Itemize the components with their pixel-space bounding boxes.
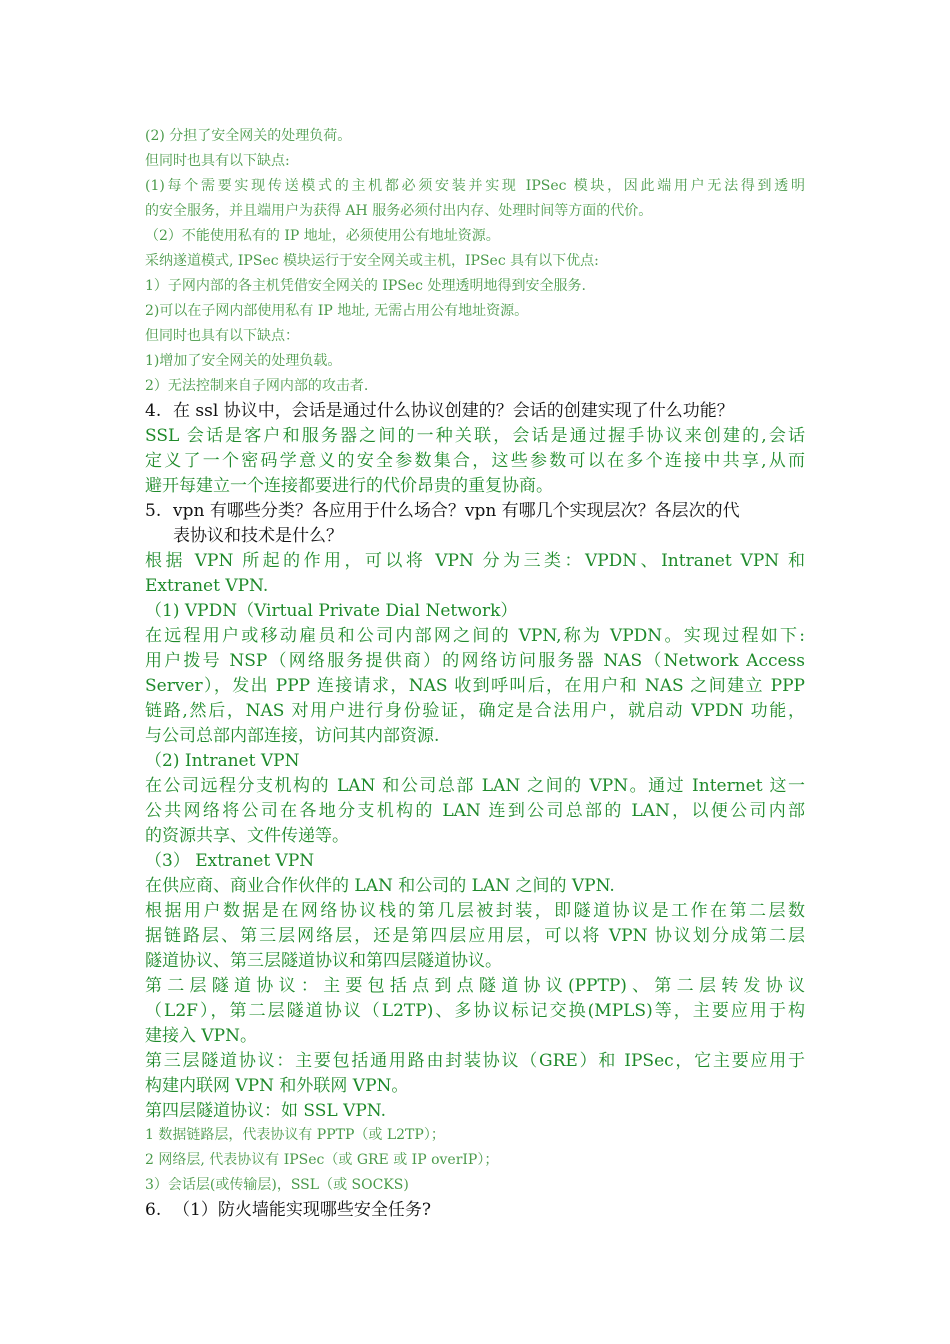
text-line: 1）子网内部的各主机凭借安全网关的 IPSec 处理透明地得到安全服务. xyxy=(145,278,586,294)
text-line: 的安全服务，并且端用户为获得 AH 服务必须付出内存、处理时间等方面的代价。 xyxy=(145,203,653,219)
text-line: 定义了一个密码学意义的安全参数集合，这些参数可以在多个连接中共享,从而 xyxy=(145,451,805,471)
subheading: （2) Intranet VPN xyxy=(145,751,300,771)
text-line: Extranet VPN. xyxy=(145,576,269,596)
text-line: (2) 分担了安全网关的处理负荷。 xyxy=(145,128,352,144)
text-line: 根据用户数据是在网络协议栈的第几层被封装，即隧道协议是工作在第二层数 xyxy=(145,901,805,921)
text-line: （L2F），第二层隧道协议（L2TP)、多协议标记交换(MPLS)等，主要应用于构 xyxy=(145,1001,805,1021)
text-line: 采纳遂道模式, IPSec 模块运行于安全网关或主机，IPSec 具有以下优点: xyxy=(145,253,599,269)
question-text: 在 ssl 协议中，会话是通过什么协议创建的？会话的创建实现了什么功能？ xyxy=(173,401,734,421)
text-line: Server），发出 PPP 连接请求，NAS 收到呼叫后，在用户和 NAS 之间建立 PPP xyxy=(145,676,805,696)
text-line: SSL 会话是客户和服务器之间的一种关联，会话是通过握手协议来创建的,会话 xyxy=(145,426,805,446)
text-line: 但同时也具有以下缺点: xyxy=(145,153,290,169)
question-number: 5. xyxy=(145,501,162,521)
text-line: 在公司远程分支机构的 LAN 和公司总部 LAN 之间的 VPN。通过 Internet 这一 xyxy=(145,776,805,796)
text-line: 2 网络层, 代表协议有 IPSec（或 GRE 或 IP overIP）； xyxy=(145,1152,499,1168)
text-line: 建接入 VPN。 xyxy=(145,1026,257,1046)
question-number: 4. xyxy=(145,401,162,421)
text-line: 根据 VPN 所起的作用，可以将 VPN 分为三类：VPDN、Intranet VPN 和 xyxy=(145,551,805,571)
question-6 xyxy=(145,1198,431,1222)
question-text-continued: 表协议和技术是什么？ xyxy=(173,526,343,546)
text-line: (1)每个需要实现传送模式的主机都必须安装并实现 IPSec 模块，因此端用户无法得到透明 xyxy=(145,178,805,194)
text-line: 第四层隧道协议：如 SSL VPN. xyxy=(145,1101,386,1121)
text-line: 链路,然后，NAS 对用户进行身份验证，确定是合法用户，就启动 VPDN 功能， xyxy=(145,701,805,721)
subheading: （3） Extranet VPN xyxy=(145,851,315,871)
text-line: 在供应商、商业合作伙伴的 LAN 和公司的 LAN 之间的 VPN. xyxy=(145,876,615,896)
text-line: 据链路层、第三层网络层，还是第四层应用层，可以将 VPN 协议划分成第二层 xyxy=(145,926,805,946)
text-line: （2）不能使用私有的 IP 地址，必须使用公有地址资源。 xyxy=(145,228,500,244)
text-line: 用户拨号 NSP（网络服务提供商）的网络访问服务器 NAS（Network Access xyxy=(145,651,805,671)
text-line: 的资源共享、文件传递等。 xyxy=(145,826,349,846)
text-line: 与公司总部内部连接，访问其内部资源. xyxy=(145,726,440,746)
question-number: 6. xyxy=(145,1200,162,1220)
question-4 xyxy=(145,399,734,423)
text-line: 2）无法控制来自子网内部的攻击者. xyxy=(145,378,369,394)
question-text: （1）防火墙能实现哪些安全任务? xyxy=(173,1200,431,1220)
text-line: 2)可以在子网内部使用私有 IP 地址, 无需占用公有地址资源。 xyxy=(145,303,529,319)
text-line: 3）会话层(或传输层)，SSL（或 SOCKS) xyxy=(145,1177,409,1193)
text-line: 1)增加了安全网关的处理负载。 xyxy=(145,353,342,369)
text-line: 避开每建立一个连接都要进行的代价昂贵的重复协商。 xyxy=(145,476,553,496)
text-line: 公共网络将公司在各地分支机构的 LAN 连到公司总部的 LAN，以便公司内部 xyxy=(145,801,805,821)
text-line: 在远程用户或移动雇员和公司内部网之间的 VPN,称为 VPDN。实现过程如下: xyxy=(145,626,805,646)
text-line: 但同时也具有以下缺点： xyxy=(145,328,299,344)
text-line: 构建内联网 VPN 和外联网 VPN。 xyxy=(145,1076,409,1096)
question-text: vpn 有哪些分类？各应用于什么场合？vpn 有哪几个实现层次？各层次的代 xyxy=(173,501,740,521)
text-line: 第三层隧道协议：主要包括通用路由封装协议（GRE）和 IPSec，它主要应用于 xyxy=(145,1051,805,1071)
text-line: 隧道协议、第三层隧道协议和第四层隧道协议。 xyxy=(145,951,502,971)
text-line: 1 数据链路层，代表协议有 PPTP（或 L2TP）； xyxy=(145,1127,445,1143)
subheading: （1) VPDN（Virtual Private Dial Network） xyxy=(145,601,518,621)
question-5 xyxy=(145,499,740,523)
text-line: 第二层隧道协议：主要包括点到点隧道协议(PPTP)、第二层转发协议 xyxy=(145,976,805,996)
